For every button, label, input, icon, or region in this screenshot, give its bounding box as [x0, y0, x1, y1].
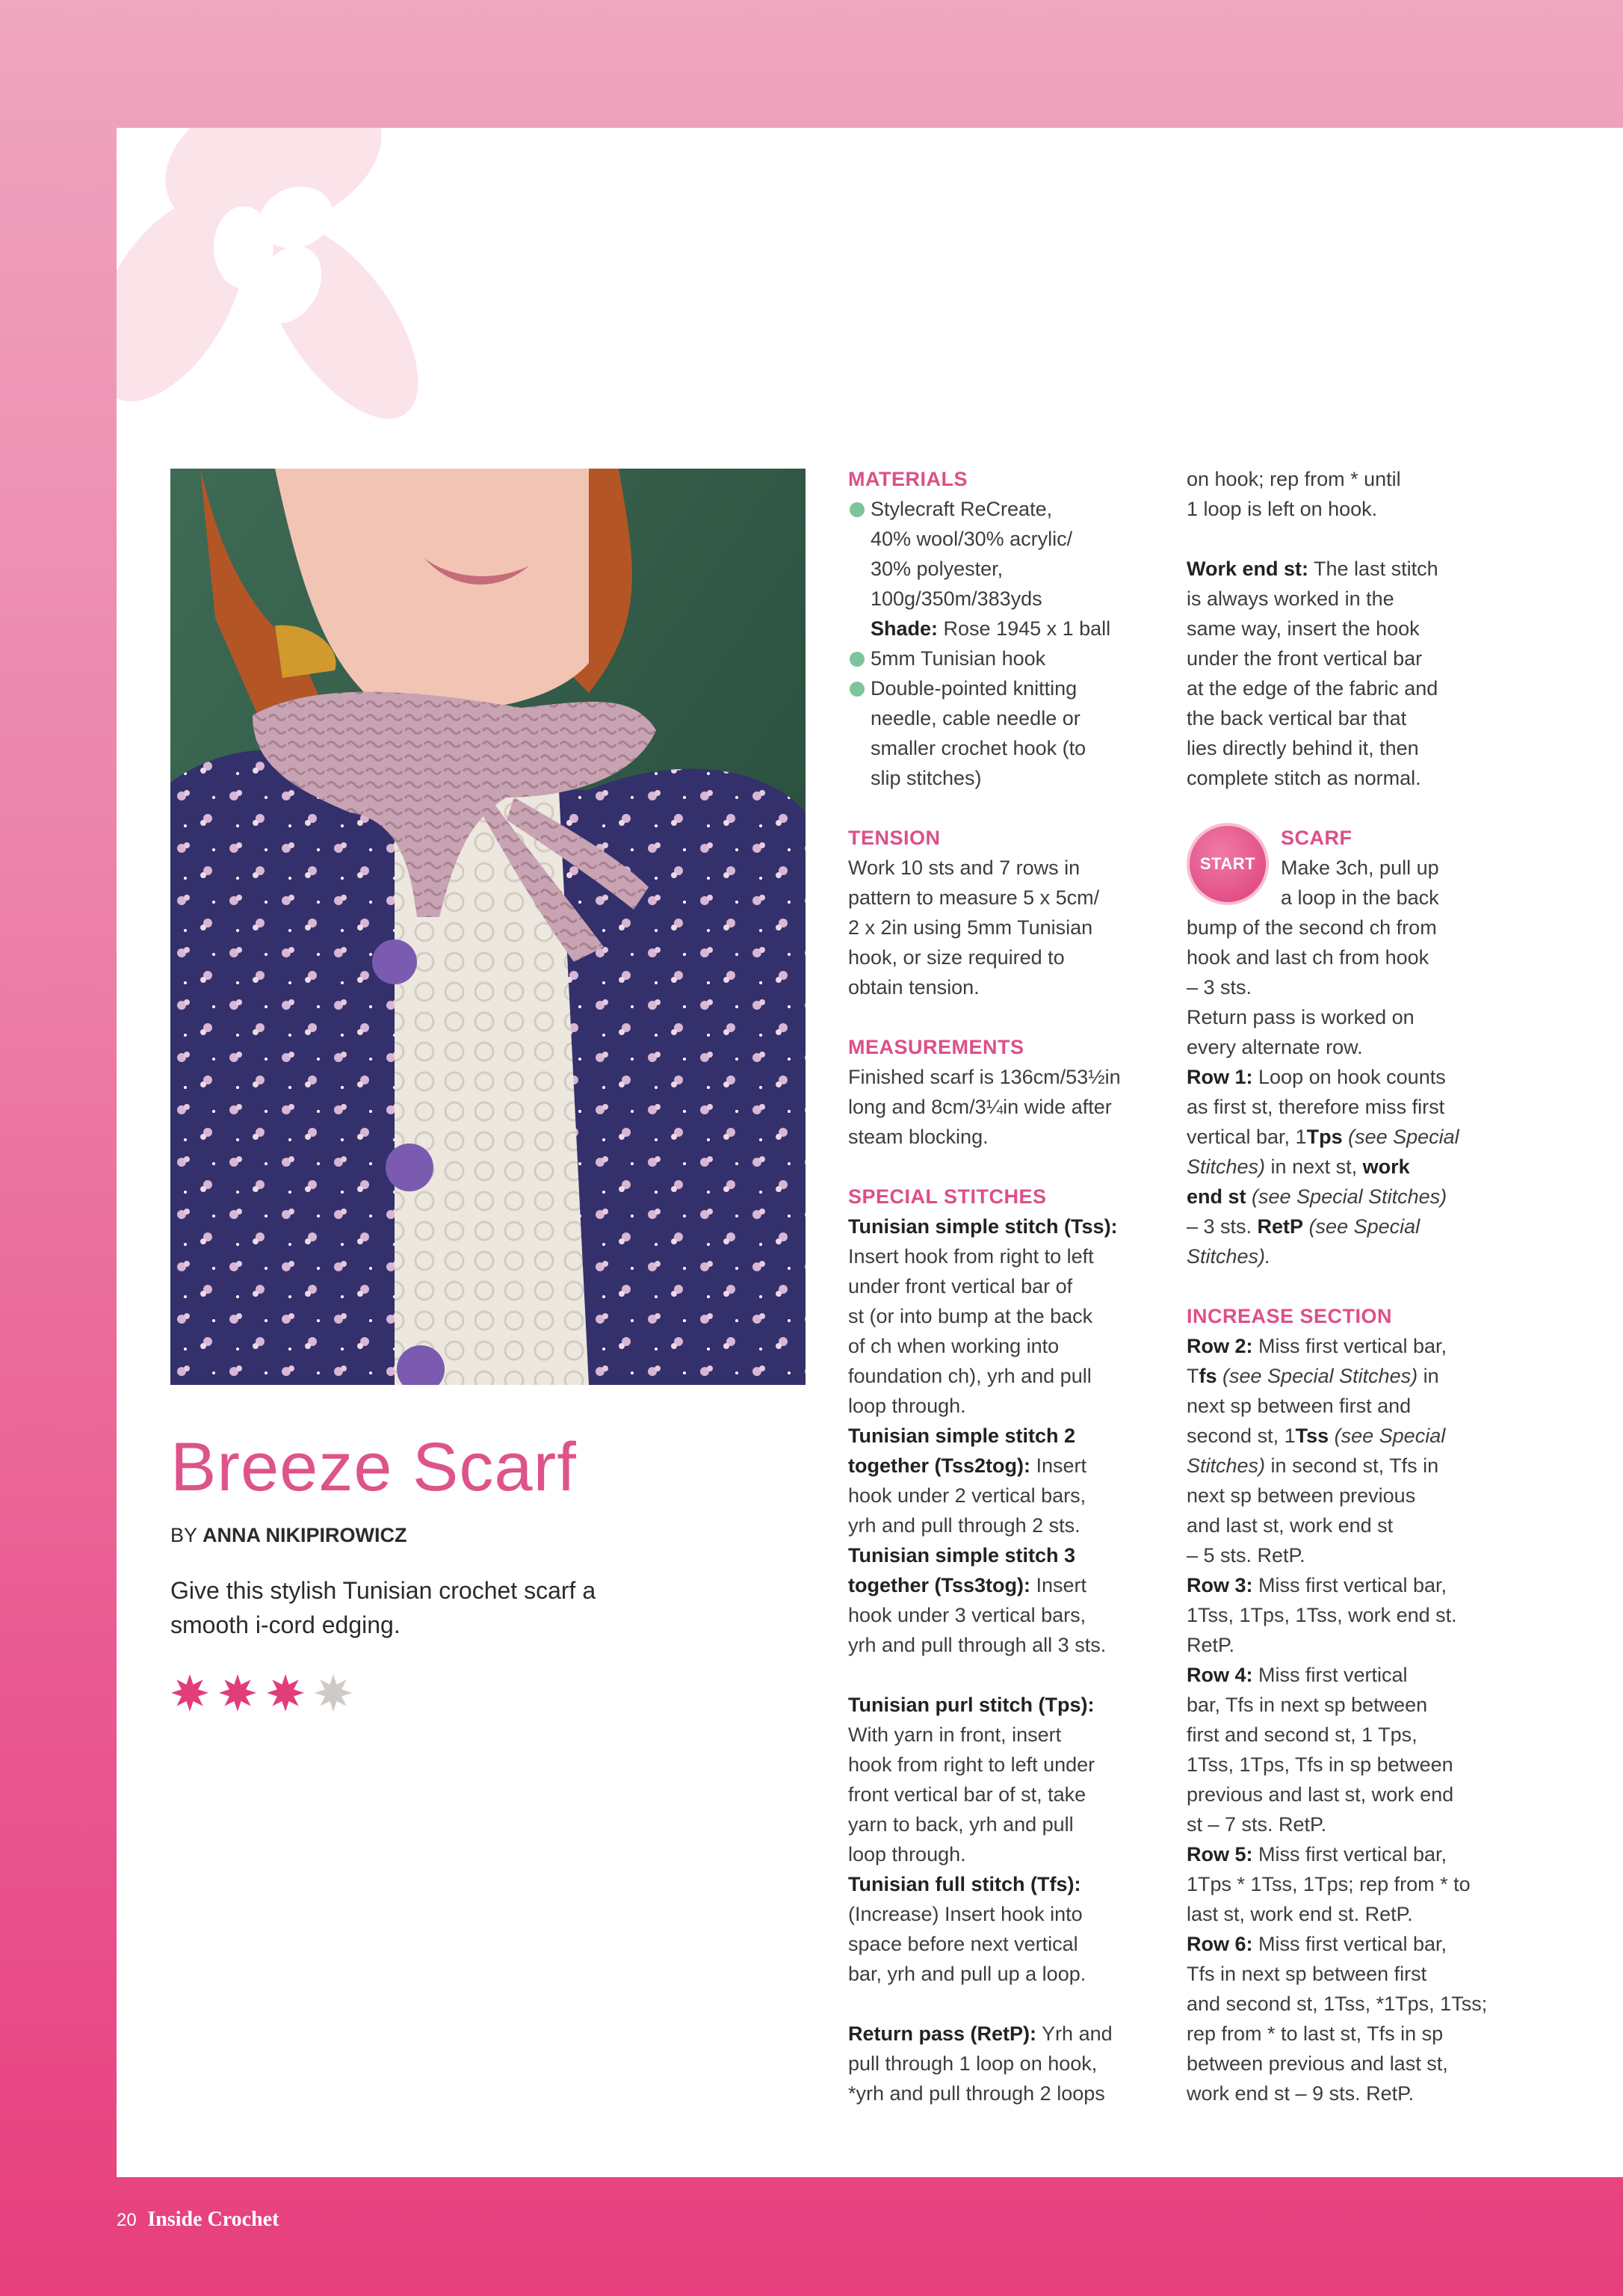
scarf-heading: SCARF: [1281, 827, 1352, 849]
retp-continued-line: 1 loop is left on hook.: [1187, 498, 1378, 520]
row2-bold: Tss: [1295, 1425, 1329, 1447]
scarf-line: bump of the second ch from: [1187, 916, 1437, 939]
row3-text: Miss first vertical bar,: [1252, 1574, 1447, 1596]
row1-italic: (see Special Stitches): [1246, 1185, 1447, 1208]
tss3-line: yrh and pull through all 3 sts.: [848, 1634, 1107, 1656]
row2-text: T: [1187, 1365, 1199, 1387]
row1-bold: end st: [1187, 1185, 1246, 1208]
measurements-heading: MEASUREMENTS: [848, 1036, 1024, 1058]
row2-italic: (see Special Stitches): [1217, 1365, 1418, 1387]
row6-label: Row 6:: [1187, 1933, 1253, 1955]
tfs-line: space before next vertical: [848, 1933, 1078, 1955]
row1-line: [1187, 1062, 1508, 1092]
row1-line: [1187, 1152, 1508, 1182]
work-end-line: under the front vertical bar: [1187, 647, 1423, 670]
tss2-line: yrh and pull through 2 sts.: [848, 1514, 1081, 1537]
work-end-line: is always worked in the: [1187, 587, 1394, 610]
scarf-photo: [170, 469, 806, 1385]
tss3-label: together (Tss3tog):: [848, 1574, 1030, 1596]
materials-line: slip stitches): [871, 767, 982, 789]
row6-line: work end st – 9 sts. RetP.: [1187, 2082, 1415, 2105]
row1-italic: Stitches): [1187, 1155, 1266, 1178]
scarf-section: [1187, 823, 1508, 1271]
tps-label: Tunisian purl stitch (Tps):: [848, 1694, 1095, 1716]
row2-label: Row 2:: [1187, 1335, 1253, 1357]
shade-line: [871, 614, 1169, 644]
row2-line: next sp between previous: [1187, 1484, 1416, 1507]
work-end-line: the back vertical bar that: [1187, 707, 1407, 729]
special-stitches-heading: SPECIAL STITCHES: [848, 1185, 1047, 1208]
tss2-name-1: [848, 1421, 1169, 1451]
row4-line: first and second st, 1 Tps,: [1187, 1723, 1418, 1746]
materials-line: Stylecraft ReCreate,: [871, 498, 1053, 520]
scarf-line: Make 3ch, pull up: [1281, 857, 1439, 879]
work-end-line: same way, insert the hook: [1187, 617, 1420, 640]
scarf-line: hook and last ch from hook: [1187, 946, 1429, 969]
tss-line: foundation ch), yrh and pull: [848, 1365, 1092, 1387]
difficulty-rating: [170, 1673, 353, 1712]
row1-line: [1187, 1212, 1508, 1241]
work-end-text: The last stitch: [1308, 558, 1438, 580]
tension-line: Work 10 sts and 7 rows in: [848, 857, 1081, 879]
page-footer: [117, 2208, 279, 2232]
row2-line: [1187, 1331, 1508, 1361]
increase-heading: INCREASE SECTION: [1187, 1305, 1393, 1327]
row2-line: [1187, 1451, 1508, 1481]
retp-label: Return pass (RetP):: [848, 2022, 1037, 2045]
row1-bold: RetP: [1257, 1215, 1304, 1238]
tss-label: Tunisian simple stitch (Tss):: [848, 1215, 1118, 1238]
row6-line: and second st, 1Tss, *1Tps, 1Tss;: [1187, 1993, 1488, 2015]
materials-line: smaller crochet hook (to: [871, 737, 1086, 759]
row2-line: [1187, 1421, 1508, 1451]
row1-text: – 3 sts.: [1187, 1215, 1258, 1238]
tfs-line: (Increase) Insert hook into: [848, 1903, 1083, 1925]
shade-label: Shade:: [871, 617, 939, 640]
work-end-label: Work end st:: [1187, 558, 1309, 580]
start-badge: START: [1187, 823, 1269, 905]
scarf-line: – 3 sts.: [1187, 976, 1252, 999]
row2-text: second st, 1: [1187, 1425, 1296, 1447]
work-end-line: at the edge of the fabric and: [1187, 677, 1438, 700]
row5-label: Row 5:: [1187, 1843, 1253, 1866]
row1-bold: Tps: [1306, 1126, 1343, 1148]
intro-text: Give this stylish Tunisian crochet scarf a smooth i-cord edging.: [170, 1577, 596, 1638]
article-title: Breeze Scarf: [170, 1429, 577, 1505]
row2-text: in: [1418, 1365, 1439, 1387]
row5-line: 1Tps * 1Tss, 1Tps; rep from * to: [1187, 1873, 1471, 1895]
row1-line: as first st, therefore miss first: [1187, 1096, 1445, 1118]
photo-model-wearing-scarf-icon: [170, 469, 806, 1385]
materials-line: 30% polyester,: [871, 558, 1004, 580]
bullet-icon: [850, 652, 865, 667]
bullet-icon: [850, 682, 865, 697]
magazine-name: Inside Crochet: [147, 2208, 279, 2231]
flower-decoration-icon: [117, 128, 445, 427]
row6-line: [1187, 1929, 1508, 1959]
star-icon: [218, 1673, 257, 1712]
row5-text: Miss first vertical bar,: [1252, 1843, 1447, 1866]
work-end-name: [1187, 554, 1508, 584]
row2-bold: fs: [1199, 1365, 1217, 1387]
row2-line: [1187, 1361, 1508, 1391]
materials-line: needle, cable needle or: [871, 707, 1081, 729]
tss3-label: Tunisian simple stitch 3: [848, 1544, 1076, 1567]
row2-line: – 5 sts. RetP.: [1187, 1544, 1305, 1567]
row5-line: [1187, 1839, 1508, 1869]
retp-line: *yrh and pull through 2 loops: [848, 2082, 1105, 2105]
measurements-line: Finished scarf is 136cm/53½in: [848, 1066, 1121, 1088]
materials-item-yarn: [848, 494, 1169, 644]
row2-text: Miss first vertical bar,: [1252, 1335, 1447, 1357]
materials-line: 40% wool/30% acrylic/: [871, 528, 1073, 550]
row2-italic: Stitches): [1187, 1454, 1266, 1477]
scarf-line: Return pass is worked on: [1187, 1006, 1415, 1028]
tfs-line: bar, yrh and pull up a loop.: [848, 1963, 1086, 1985]
retp-text: Yrh and: [1036, 2022, 1113, 2045]
row2-line: next sp between first and: [1187, 1395, 1412, 1417]
star-icon: [314, 1673, 353, 1712]
row4-line: [1187, 1660, 1508, 1690]
materials-line: 5mm Tunisian hook: [871, 647, 1046, 670]
row6-text: Miss first vertical bar,: [1252, 1933, 1447, 1955]
materials-item-hook: [848, 644, 1169, 673]
tps-line: yarn to back, yrh and pull: [848, 1813, 1074, 1836]
tss-name: [848, 1212, 1169, 1241]
author-name: ANNA NIKIPIROWICZ: [203, 1524, 407, 1546]
column-right: [1187, 464, 1508, 2108]
tss2-label: Tunisian simple stitch 2: [848, 1425, 1076, 1447]
tension-line: 2 x 2in using 5mm Tunisian: [848, 916, 1093, 939]
row1-text: vertical bar, 1: [1187, 1126, 1307, 1148]
tss-line: of ch when working into: [848, 1335, 1060, 1357]
tps-line: With yarn in front, insert: [848, 1723, 1062, 1746]
row1-line: [1187, 1182, 1508, 1212]
tss2-text: Insert: [1030, 1454, 1087, 1477]
row3-line: [1187, 1570, 1508, 1600]
scarf-line: every alternate row.: [1187, 1036, 1363, 1058]
byline: [170, 1524, 407, 1547]
row1-text: Loop on hook counts: [1252, 1066, 1446, 1088]
tss-line: under front vertical bar of: [848, 1275, 1073, 1297]
bullet-icon: [850, 502, 865, 517]
row1-line: [1187, 1241, 1508, 1271]
measurements-line: steam blocking.: [848, 1126, 989, 1148]
tss3-name-1: [848, 1540, 1169, 1570]
scarf-line: a loop in the back: [1281, 886, 1439, 909]
row1-italic: (see Special: [1342, 1126, 1459, 1148]
row4-line: bar, Tfs in next sp between: [1187, 1694, 1428, 1716]
tension-heading: TENSION: [848, 827, 941, 849]
tension-line: obtain tension.: [848, 976, 980, 999]
tps-name: [848, 1690, 1169, 1720]
row3-line: RetP.: [1187, 1634, 1235, 1656]
retp-name: [848, 2019, 1169, 2049]
tss3-line: hook under 3 vertical bars,: [848, 1604, 1086, 1626]
row1-italic: Stitches).: [1187, 1245, 1271, 1268]
row2-italic: (see Special: [1329, 1425, 1446, 1447]
measurements-line: long and 8cm/3¼in wide after: [848, 1096, 1112, 1118]
tfs-label: Tunisian full stitch (Tfs):: [848, 1873, 1081, 1895]
tss-line: Insert hook from right to left: [848, 1245, 1094, 1268]
tps-line: front vertical bar of st, take: [848, 1783, 1086, 1806]
tss3-text: Insert: [1030, 1574, 1087, 1596]
tss-line: loop through.: [848, 1395, 966, 1417]
materials-line: 100g/350m/383yds: [871, 587, 1042, 610]
tps-line: hook from right to left under: [848, 1753, 1095, 1776]
row1-line: [1187, 1122, 1508, 1152]
tss-line: st (or into bump at the back: [848, 1305, 1093, 1327]
row4-line: st – 7 sts. RetP.: [1187, 1813, 1327, 1836]
tss2-label: together (Tss2tog):: [848, 1454, 1030, 1477]
row3-line: 1Tss, 1Tps, 1Tss, work end st.: [1187, 1604, 1457, 1626]
work-end-line: lies directly behind it, then: [1187, 737, 1419, 759]
row1-bold: work: [1362, 1155, 1410, 1178]
row6-line: Tfs in next sp between first: [1187, 1963, 1427, 1985]
row4-line: previous and last st, work end: [1187, 1783, 1454, 1806]
tss2-line: hook under 2 vertical bars,: [848, 1484, 1086, 1507]
row1-italic: (see Special: [1303, 1215, 1420, 1238]
materials-heading: MATERIALS: [848, 468, 968, 490]
page-number: 20: [117, 2210, 137, 2230]
materials-line: Double-pointed knitting: [871, 677, 1078, 700]
row6-line: rep from * to last st, Tfs in sp: [1187, 2022, 1444, 2045]
row1-label: Row 1:: [1187, 1066, 1253, 1088]
tension-line: hook, or size required to: [848, 946, 1065, 969]
shade-value: Rose 1945 x 1 ball: [938, 617, 1111, 640]
tss2-name-2: [848, 1451, 1169, 1481]
column-left: [848, 464, 1169, 2108]
row5-line: last st, work end st. RetP.: [1187, 1903, 1413, 1925]
star-icon: [170, 1673, 209, 1712]
row3-label: Row 3:: [1187, 1574, 1253, 1596]
byline-prefix: BY: [170, 1524, 197, 1546]
tss3-name-2: [848, 1570, 1169, 1600]
row4-line: 1Tss, 1Tps, Tfs in sp between: [1187, 1753, 1453, 1776]
materials-item-needle: [848, 673, 1169, 793]
retp-continued-line: on hook; rep from * until: [1187, 468, 1401, 490]
star-icon: [266, 1673, 305, 1712]
page-panel: [117, 128, 1623, 2177]
retp-line: pull through 1 loop on hook,: [848, 2052, 1098, 2075]
tps-line: loop through.: [848, 1843, 966, 1866]
tension-line: pattern to measure 5 x 5cm/: [848, 886, 1100, 909]
row1-text: in next st,: [1265, 1155, 1363, 1178]
row4-text: Miss first vertical: [1252, 1664, 1408, 1686]
tfs-name: [848, 1869, 1169, 1899]
row4-label: Row 4:: [1187, 1664, 1253, 1686]
row2-text: in second st, Tfs in: [1265, 1454, 1439, 1477]
work-end-line: complete stitch as normal.: [1187, 767, 1421, 789]
row2-line: and last st, work end st: [1187, 1514, 1394, 1537]
row6-line: between previous and last st,: [1187, 2052, 1448, 2075]
